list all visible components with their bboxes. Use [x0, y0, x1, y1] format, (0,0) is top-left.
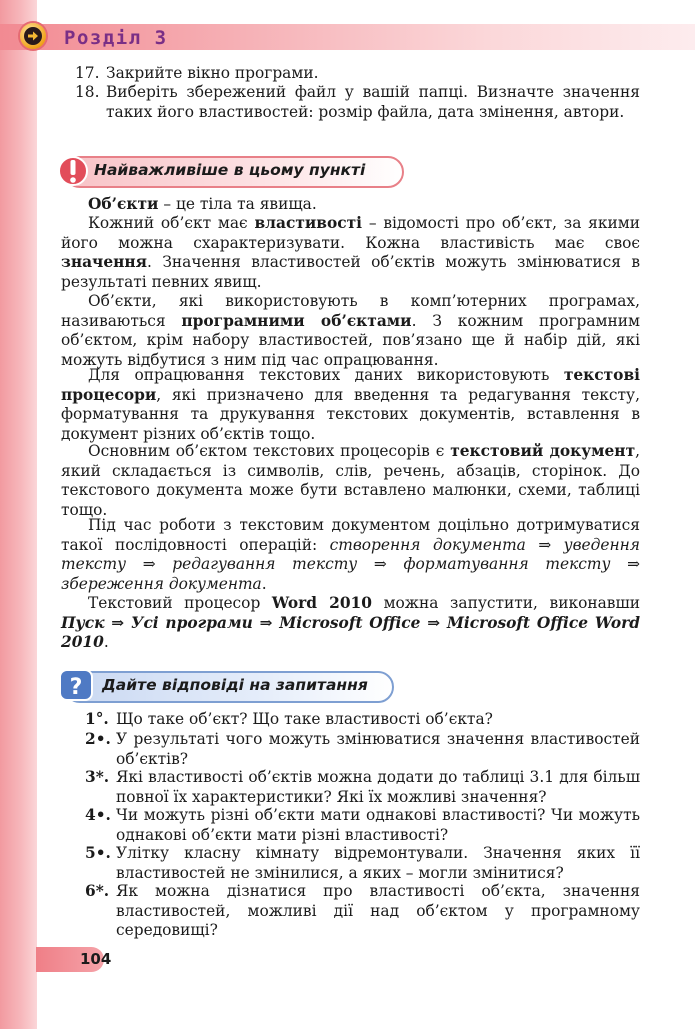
term-program-objects: програмними об’єктами — [181, 311, 412, 330]
step-text: Закрийте вікно програми. — [106, 64, 319, 82]
paragraph-program-objects — [61, 292, 640, 370]
question-item — [85, 710, 640, 730]
paragraph-properties — [61, 214, 640, 292]
paragraph-text: Під час роботи з текстовим документом доцільно дотримуватися такої послідовності операцій: — [61, 516, 640, 554]
question-mark-icon — [58, 668, 94, 702]
important-callout — [64, 156, 404, 188]
launch-path: Пуск ⇒ Усі програми ⇒ Microsoft Office ⇒ Microsoft Office Word 2010 — [61, 613, 640, 652]
paragraph-text: Об’єкти, які використовують в комп’ютерних програмах, називаються — [61, 292, 640, 330]
question-number: 4•. — [85, 806, 111, 824]
question-number: 1°. — [85, 710, 109, 728]
questions-callout-title: Дайте відповіді на запитання — [102, 676, 368, 694]
question-number: 3*. — [85, 768, 110, 786]
term-value: значення — [61, 253, 148, 272]
paragraph-operations-sequence — [61, 516, 640, 594]
paragraph-text: – це тіла та явища. — [158, 195, 317, 213]
question-text: Що таке об’єкт? Що таке властивості об’єкта? — [116, 710, 493, 728]
paragraph-text: . — [261, 574, 267, 593]
question-text: У результаті чого можуть змінюватися значення властивостей об’єктів? — [116, 730, 640, 768]
question-text: Які властивості об’єктів можна додати до таблиці 3.1 для більш повної їх характеристики? Які їх можливі значення? — [116, 768, 640, 806]
term-text-document: текстовий документ — [450, 442, 636, 460]
arrow-right-icon — [20, 23, 46, 49]
paragraph-word-launch — [61, 594, 640, 653]
paragraph-text-document — [61, 442, 640, 520]
paragraph-text: Для опрацювання текстових даних використовують — [88, 366, 564, 384]
question-text: Улітку класну кімнату відремонтували. Значення яких її властивостей не змінилися, а яких – могли змінитися? — [116, 844, 640, 882]
question-number: 2•. — [85, 730, 111, 748]
term-objects: Об’єкти — [88, 195, 159, 213]
paragraph-text: Текстовий процесор — [88, 594, 272, 612]
question-item — [85, 844, 640, 884]
paragraph-text: , який складається із символів, слів, речень, абзаців, сторінок. До текстового документа може бути вставлено малюнки, схеми, таблиці тощо. — [61, 442, 641, 519]
important-callout-title: Найважливіше в цьому пункті — [94, 161, 366, 179]
section-title: Розділ 3 — [64, 27, 168, 49]
term-word-2010: Word 2010 — [271, 594, 372, 612]
question-text: Як можна дізнатися про властивості об’єкта, значення властивостей, можливі дії над об’єктом у програмному середовищі? — [116, 882, 640, 940]
exclamation-icon — [58, 154, 88, 188]
page-number: 104 — [80, 950, 112, 968]
paragraph-text: . Значення властивостей об’єктів можуть змінюватися в результаті певних явищ. — [61, 253, 640, 291]
term-properties: властивості — [254, 214, 363, 232]
step-item — [75, 64, 640, 84]
step-number: 18. — [75, 83, 100, 101]
question-number: 5•. — [85, 844, 111, 862]
operations-sequence: створення документа ⇒ уведення тексту ⇒ редагування тексту ⇒ форматування тексту ⇒ збереження документа — [61, 535, 640, 593]
paragraph-text: Основним об’єктом текстових процесорів є — [88, 442, 451, 460]
paragraph-text: . — [103, 633, 109, 652]
question-text: Чи можуть різні об’єкти мати однакові властивості? Чи можуть однакові об’єкти мати різні властивості? — [116, 806, 640, 844]
question-item — [85, 730, 640, 770]
paragraph-text: Кожний об’єкт має — [88, 214, 255, 232]
question-item — [85, 882, 640, 942]
step-text: Виберіть збережений файл у вашій папці. Визначте значення таких його властивостей: розмір файла, дата змінення, автори. — [106, 83, 640, 121]
paragraph-text: – відомості про об’єкт, за якими його можна схарактеризувати. Кожна властивість має своє — [61, 214, 640, 252]
page-number-tab — [36, 947, 112, 972]
svg-text:?: ? — [69, 675, 83, 700]
question-item — [85, 768, 640, 808]
page-margin-strip — [0, 0, 37, 1029]
step-number: 17. — [75, 64, 100, 82]
question-number: 6*. — [85, 882, 110, 900]
questions-callout — [64, 671, 394, 703]
paragraph-text: . З кожним програмним об’єктом, крім набору властивостей, пов’язано ще й набір дій, які можуть відбутися з ним під час опрацювання. — [61, 311, 640, 369]
paragraph-text-processors — [61, 366, 640, 444]
term-text-processors: текстові процесори — [61, 366, 640, 404]
paragraph-objects-definition — [88, 195, 640, 215]
question-item — [85, 806, 640, 846]
paragraph-text: можна запустити, виконавши — [371, 594, 641, 612]
paragraph-text: , які призначено для введення та редагування тексту, форматування та друкування текстових документів, вставлення в документ різних об’єктів тощо. — [61, 385, 640, 443]
step-item — [75, 83, 640, 143]
